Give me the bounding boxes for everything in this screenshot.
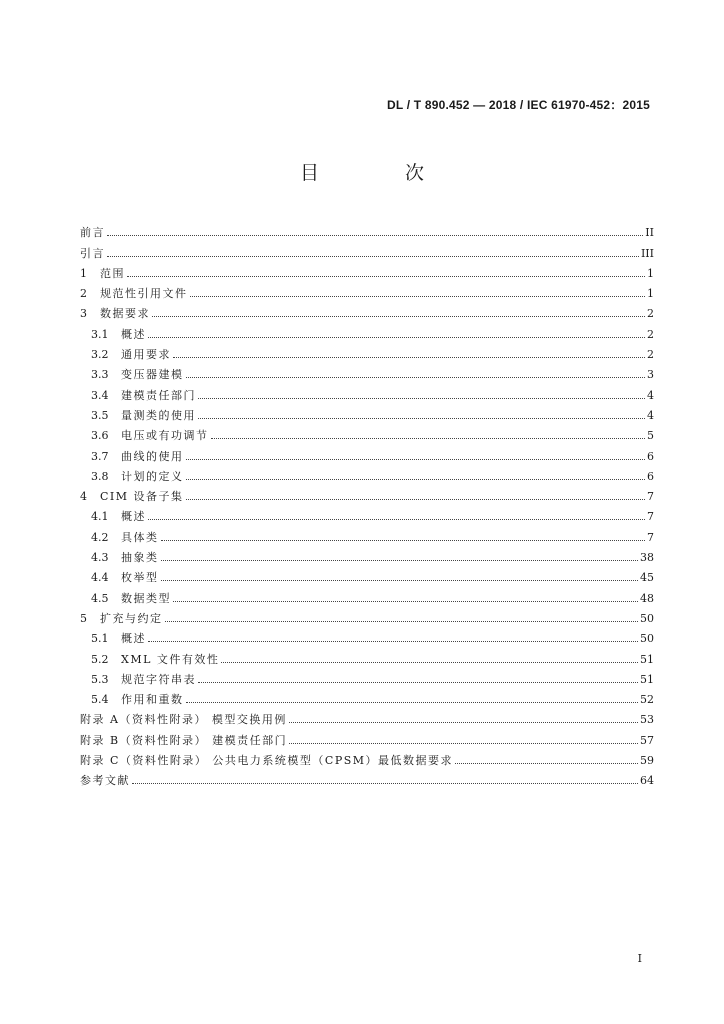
toc-dot-leader [211, 438, 646, 439]
toc-dot-leader [186, 702, 639, 703]
toc-dot-leader [173, 357, 645, 358]
toc-entry-page: 2 [647, 327, 654, 341]
toc-entry[interactable] [80, 584, 654, 604]
toc-entry-number: 2 [80, 287, 87, 301]
toc-entry-number: 4.2 [91, 530, 109, 544]
toc-entry-title: 规范字符串表 [121, 672, 196, 686]
toc-entry-title: 枚举型 [121, 571, 159, 585]
toc-dot-leader [161, 540, 646, 541]
toc-entry-page: 7 [647, 490, 654, 504]
toc-dot-leader [221, 662, 638, 663]
toc-entry-number: 4.4 [91, 571, 109, 585]
toc-entry[interactable] [80, 503, 654, 523]
toc-entry-page: 1 [647, 287, 654, 301]
toc-entry[interactable] [80, 361, 654, 381]
toc-dot-leader [161, 580, 639, 581]
toc-entry[interactable] [80, 402, 654, 422]
toc-entry-page: 48 [640, 591, 654, 605]
toc-entry-title: 曲线的使用 [121, 449, 184, 463]
toc-entry-page: 57 [640, 733, 654, 747]
toc-entry[interactable] [80, 320, 654, 340]
toc-entry-title: 变压器建模 [121, 368, 184, 382]
toc-entry[interactable] [80, 605, 654, 625]
toc-entry-page: 6 [647, 449, 654, 463]
toc-entry[interactable] [80, 422, 654, 442]
toc-entry-number: 5.3 [91, 672, 109, 686]
toc-entry-page: 4 [647, 388, 654, 402]
toc-entry-title: 引言 [80, 246, 105, 260]
toc-entry-title: 概述 [121, 327, 146, 341]
page-number: I [637, 952, 642, 965]
toc-entry-title: 前言 [80, 226, 105, 240]
toc-dot-leader [148, 519, 645, 520]
toc-entry[interactable] [80, 625, 654, 645]
toc-entry-title: 抽象类 [121, 551, 159, 565]
toc-entry-number: 3.7 [91, 449, 109, 463]
toc-entry[interactable] [80, 726, 654, 746]
toc-entry-title: 参考文献 [80, 774, 130, 788]
toc-entry-page: 2 [647, 348, 654, 362]
toc-entry[interactable] [80, 544, 654, 564]
toc-dot-leader [190, 296, 646, 297]
toc-entry-page: 59 [640, 754, 654, 768]
toc-dot-leader [186, 499, 645, 500]
toc-dot-leader [455, 763, 638, 764]
toc-entry[interactable] [80, 666, 654, 686]
toc-entry[interactable] [80, 747, 654, 767]
toc-dot-leader [198, 398, 645, 399]
toc-entry-title: 电压或有功调节 [121, 429, 209, 443]
toc-dot-leader [148, 641, 638, 642]
toc-dot-leader [186, 377, 646, 378]
toc-entry-title: 量测类的使用 [121, 408, 196, 422]
toc-dot-leader [186, 459, 646, 460]
toc-entry-page: 5 [647, 429, 654, 443]
toc-entry[interactable] [80, 341, 654, 361]
toc-entry[interactable] [80, 706, 654, 726]
toc-dot-leader [107, 235, 643, 236]
toc-entry-page: II [645, 226, 654, 240]
toc-entry[interactable] [80, 564, 654, 584]
toc-entry-title: 附录 B（资料性附录） 建模责任部门 [80, 733, 288, 747]
toc-entry-title: 通用要求 [121, 348, 171, 362]
toc-entry-number: 5 [80, 611, 87, 625]
toc-dot-leader [186, 479, 646, 480]
toc-entry[interactable] [80, 219, 654, 239]
toc-entry[interactable] [80, 381, 654, 401]
toc-entry-page: 7 [647, 510, 654, 524]
toc-dot-leader [198, 418, 645, 419]
toc-dot-leader [173, 601, 638, 602]
toc-entry-page: 51 [640, 652, 654, 666]
page-title: 目 次 [299, 162, 465, 184]
toc-entry[interactable] [80, 300, 654, 320]
toc-entry-number: 4.3 [91, 551, 109, 565]
toc-entry-page: 50 [640, 632, 654, 646]
toc-dot-leader [127, 276, 645, 277]
toc-entry-number: 5.2 [91, 652, 109, 666]
toc-entry[interactable] [80, 442, 654, 462]
toc-dot-leader [289, 722, 638, 723]
toc-entry[interactable] [80, 280, 654, 300]
toc-entry-title: 数据要求 [100, 307, 150, 321]
toc-entry-title: 规范性引用文件 [100, 287, 188, 301]
toc-entry-page: 6 [647, 469, 654, 483]
toc-entry[interactable] [80, 260, 654, 280]
toc-dot-leader [148, 337, 645, 338]
toc-entry-page: 53 [640, 713, 654, 727]
document-code: DL / T 890.452 — 2018 / IEC 61970-452：2015 [386, 98, 650, 112]
toc-entry[interactable] [80, 645, 654, 665]
toc-entry-title: XML 文件有效性 [121, 652, 220, 666]
toc-entry[interactable] [80, 686, 654, 706]
toc-entry[interactable] [80, 523, 654, 543]
toc-entry-number: 3 [80, 307, 87, 321]
toc-entry-number: 3.3 [91, 368, 109, 382]
toc-dot-leader [107, 256, 639, 257]
toc-entry-number: 3.6 [91, 429, 109, 443]
toc-entry-number: 3.5 [91, 408, 109, 422]
toc-entry-page: 51 [640, 672, 654, 686]
toc-entry-title: 计划的定义 [121, 469, 184, 483]
toc-entry-page: 2 [647, 307, 654, 321]
toc-dot-leader [152, 316, 645, 317]
toc-entry-title: 概述 [121, 510, 146, 524]
toc-dot-leader [289, 743, 638, 744]
table-of-contents [80, 219, 654, 787]
toc-entry-page: 7 [647, 530, 654, 544]
toc-entry-title: 扩充与约定 [100, 611, 163, 625]
toc-entry-title: 附录 C（资料性附录） 公共电力系统模型（CPSM）最低数据要求 [80, 754, 454, 768]
toc-entry[interactable] [80, 483, 654, 503]
toc-entry-page: 4 [647, 408, 654, 422]
toc-entry-number: 4.5 [91, 591, 109, 605]
toc-entry-number: 4.1 [91, 510, 109, 524]
toc-entry-number: 3.8 [91, 469, 109, 483]
toc-entry-page: 3 [647, 368, 654, 382]
toc-entry-number: 5.1 [91, 632, 109, 646]
toc-entry-page: 45 [640, 571, 654, 585]
toc-entry-page: 1 [647, 266, 654, 280]
toc-entry-number: 3.2 [91, 348, 109, 362]
toc-entry-number: 4 [80, 490, 87, 504]
toc-entry-title: 范围 [100, 266, 125, 280]
toc-entry-number: 3.1 [91, 327, 109, 341]
toc-entry-title: CIM 设备子集 [100, 490, 184, 504]
toc-dot-leader [165, 621, 639, 622]
toc-entry-title: 附录 A（资料性附录） 模型交换用例 [80, 713, 287, 727]
toc-entry-title: 建模责任部门 [121, 388, 196, 402]
toc-entry-page: III [640, 246, 654, 260]
toc-dot-leader [132, 783, 638, 784]
toc-entry-title: 作用和重数 [121, 693, 184, 707]
toc-entry-title: 数据类型 [121, 591, 171, 605]
toc-entry-title: 概述 [121, 632, 146, 646]
toc-dot-leader [161, 560, 639, 561]
toc-entry-page: 38 [640, 551, 654, 565]
toc-entry-number: 3.4 [91, 388, 109, 402]
toc-entry-number: 1 [80, 266, 87, 280]
toc-entry[interactable] [80, 767, 654, 787]
toc-entry-page: 52 [640, 693, 654, 707]
toc-dot-leader [198, 682, 638, 683]
toc-entry-page: 50 [640, 611, 654, 625]
toc-entry-page: 64 [640, 774, 654, 788]
toc-entry[interactable] [80, 463, 654, 483]
toc-entry-number: 5.4 [91, 693, 109, 707]
toc-entry-title: 具体类 [121, 530, 159, 544]
toc-entry[interactable] [80, 239, 654, 259]
